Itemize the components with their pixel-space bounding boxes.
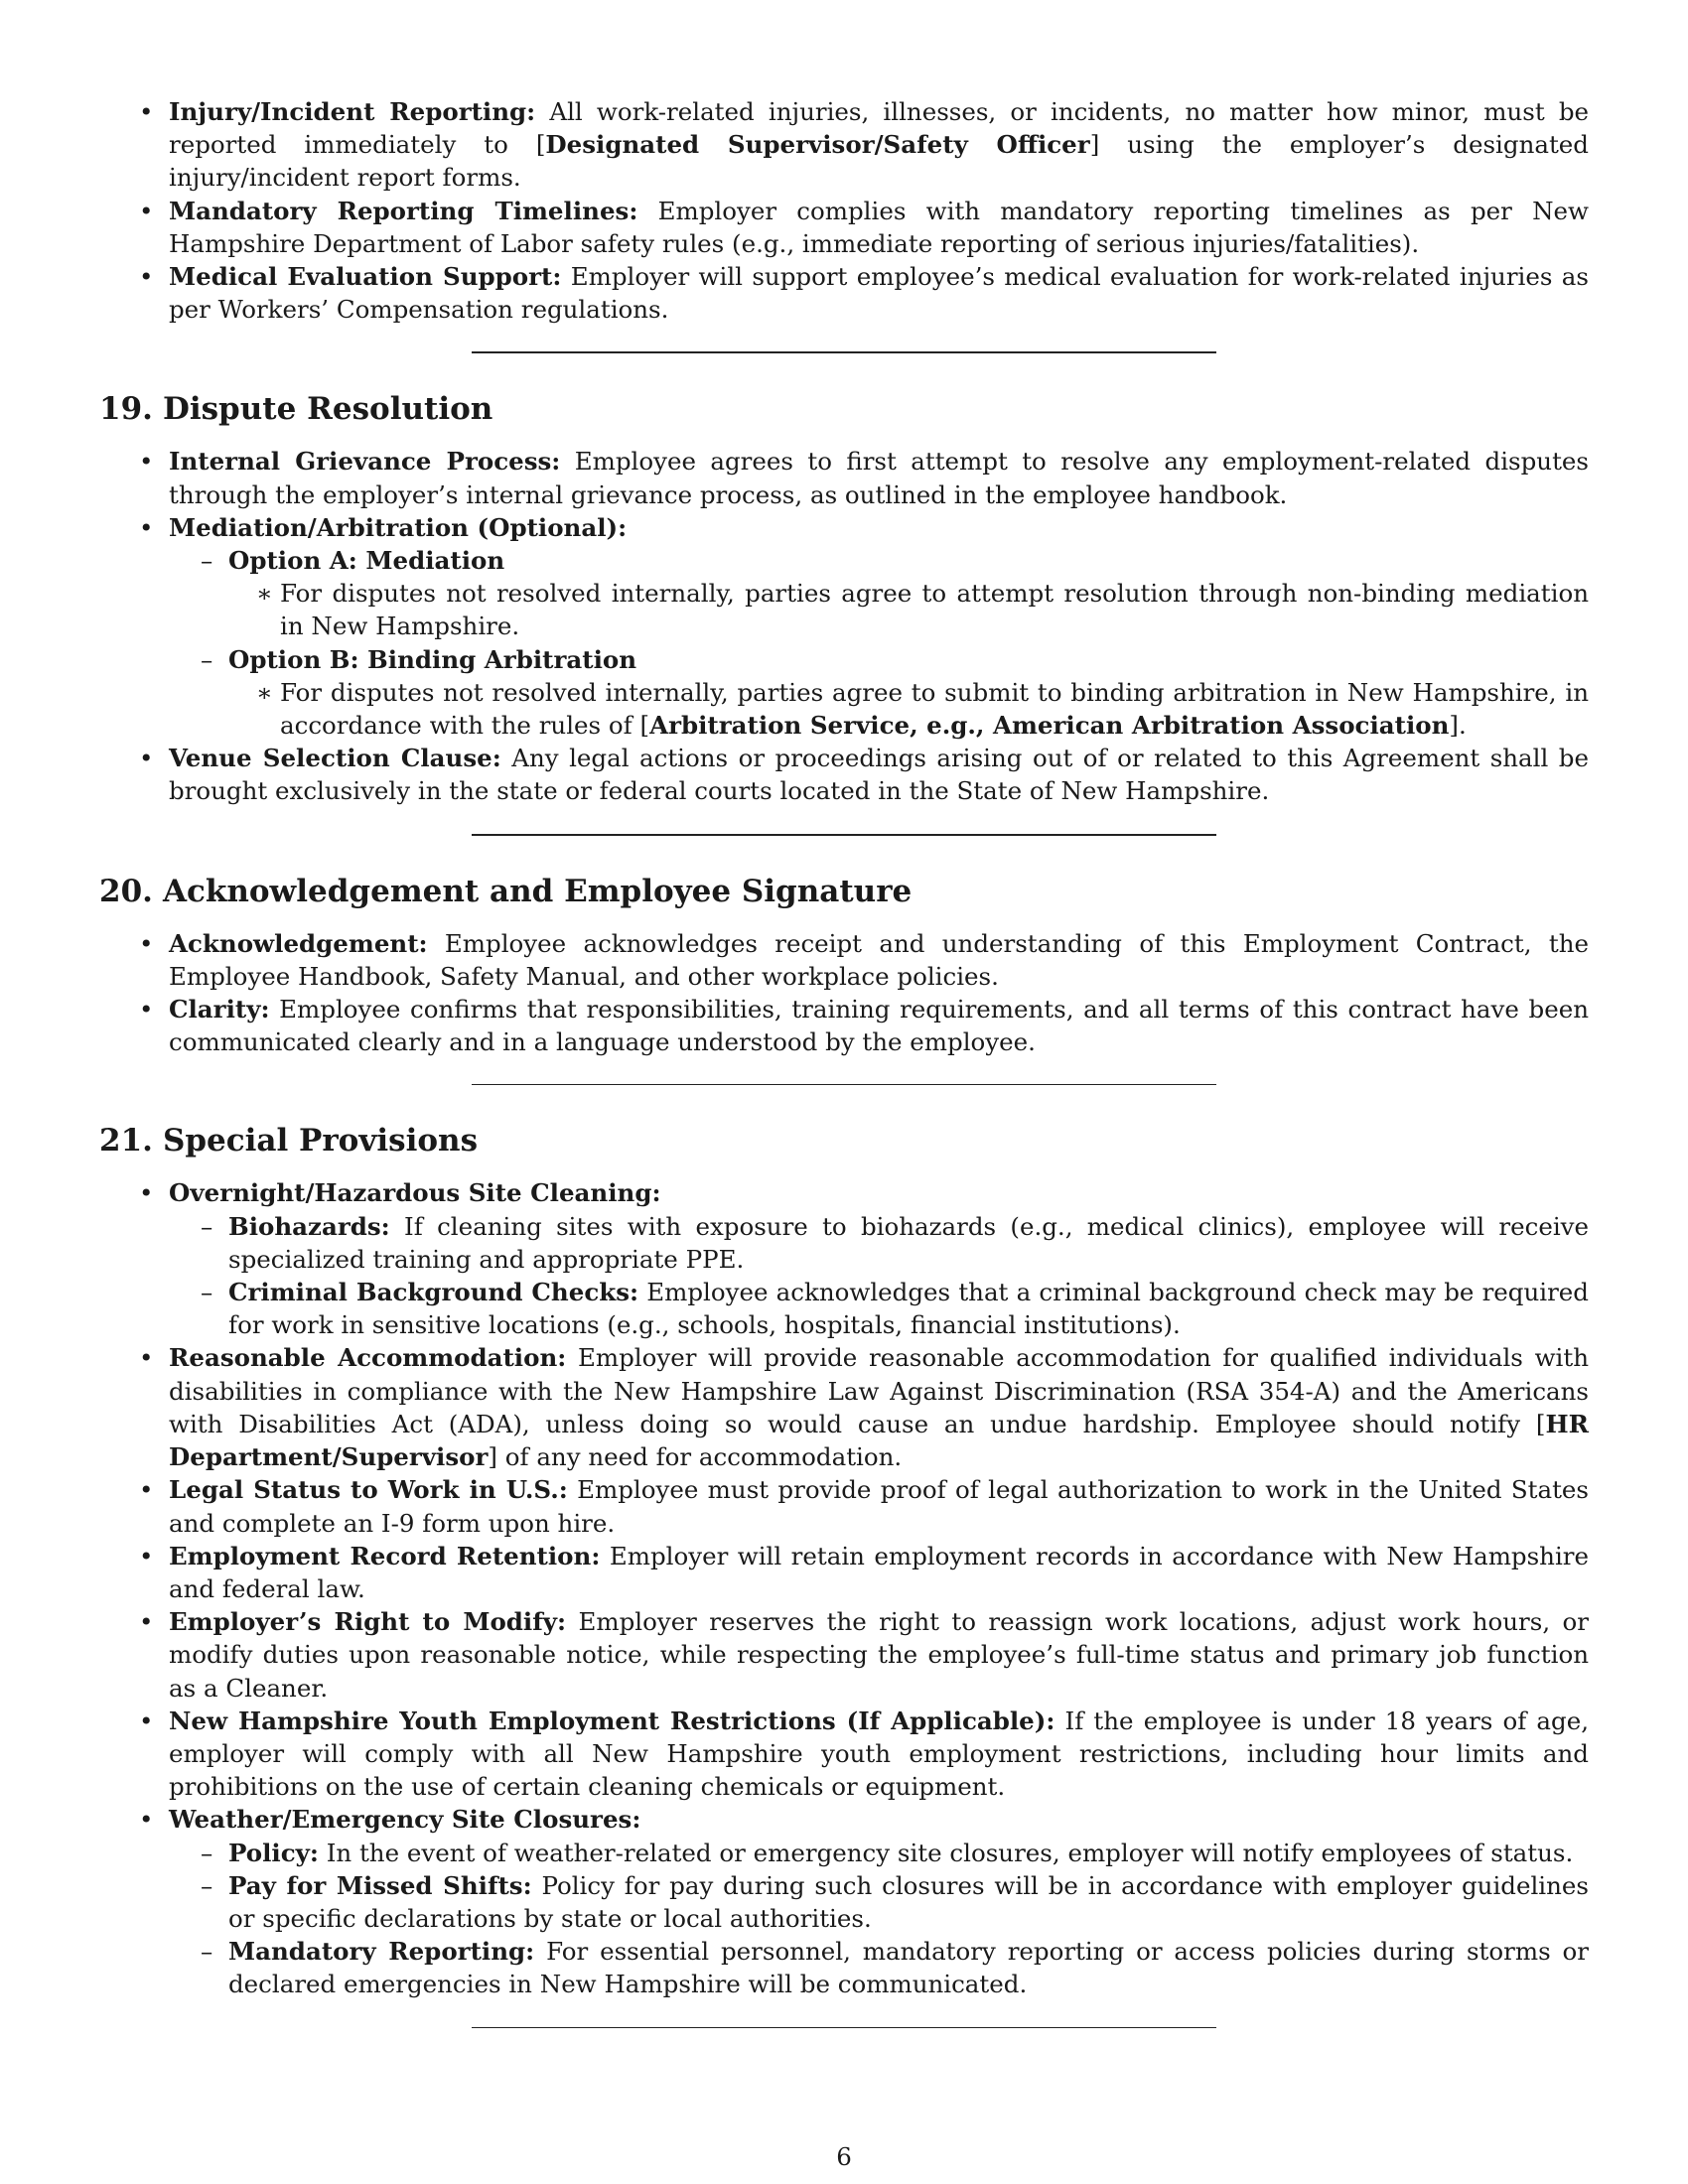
list-item-medical-evaluation: • Medical Evaluation Support: Employer will support employee’s medical evaluation for work-related injuries as per Workers’ Compensation regulations. (99, 260, 1589, 326)
list-item-grievance: • Internal Grievance Process: Employee agrees to first attempt to resolve any employment-related disputes through the employer’s internal grievance process, as outlined in the employee handbook. (99, 445, 1589, 510)
section-20-heading: 20. Acknowledgement and Employee Signature (99, 873, 913, 909)
list-item-missed-shifts-pay: – Pay for Missed Shifts: Policy for pay during such closures will be in accordance with employer guidelines or specific declarations by state or local authorities. (169, 1869, 1589, 1935)
list-item-policy: – Policy: In the event of weather-related or emergency site closures, employer will notify employees of status. (169, 1837, 1589, 1869)
section-divider (472, 2027, 1216, 2028)
section-19-list (99, 445, 1589, 807)
section-20-list (99, 927, 1589, 1059)
list-item-venue: • Venue Selection Clause: Any legal actions or proceedings arising out of or related to this Agreement shall be brought exclusively in the state or federal courts located in the State of New Hampshire. (99, 742, 1589, 807)
section-21-heading: 21. Special Provisions (99, 1123, 479, 1160)
list-item-legal-status: • Legal Status to Work in U.S.: Employee must provide proof of legal authorization to work in the United States and complete an I-9 form upon hire. (99, 1473, 1589, 1539)
option-a: – Option A: Mediation ∗ For disputes not resolved internally, parties agree to attempt resolution through non-binding mediation in New Hampshire. (169, 544, 1589, 643)
list-item-mandatory-reporting: – Mandatory Reporting: For essential personnel, mandatory reporting or access policies during storms or declared emergencies in New Hampshire will be communicated. (169, 1935, 1589, 2000)
mediation-options (169, 544, 1589, 742)
list-item-injury-reporting: • Injury/Incident Reporting: All work-related injuries, illnesses, or incidents, no matter how minor, must be reported immediately to [Designated Supervisor/Safety Officer] using the employer’s designated injury/incident report forms. (99, 95, 1589, 195)
list-item-accommodation: • Reasonable Accommodation: Employer will provide reasonable accommodation for qualified individuals with disabilities in compliance with the New Hampshire Law Against Discrimination (RSA 354-A) and the Americans with Disabilities Act (ADA), unless doing so would cause an undue hardship. Employee should notify [HR Department/Supervisor] of any need for accommodation. (99, 1341, 1589, 1473)
option-b: – Option B: Binding Arbitration ∗ For disputes not resolved internally, parties agree to submit to binding arbitration in New Hampshire, in accordance with the rules of [Arbitration Service, e.g., American Arbitration Association]. (169, 643, 1589, 743)
page-number: 6 (836, 2142, 852, 2171)
list-item-background-checks: – Criminal Background Checks: Employee acknowledges that a criminal background check may be required for work in sensitive locations (e.g., schools, hospitals, financial institutions). (169, 1276, 1589, 1341)
list-item-record-retention: • Employment Record Retention: Employer will retain employment records in accordance with New Hampshire and federal law. (99, 1540, 1589, 1605)
top-list (99, 95, 1589, 326)
list-item-mediation-arbitration: • Mediation/Arbitration (Optional): – Option A: Mediation ∗ For disputes not resolved internally, parties agree to attempt resolution through non-binding mediation in New Hampshire. – Option B: Binding Arbitration ∗ For disputes not resolved internally, parties agree to submit to binding arbitration in New Hampshire, in accordance with the rules of [Arbitration Service, e.g., American Arbitration Association]. (99, 511, 1589, 742)
list-item-weather-closures: • Weather/Emergency Site Closures: – Policy: In the event of weather-related or emergency site closures, employer will notify employees of status. – Pay for Missed Shifts: Policy for pay during such closures will be in accordance with employer guidelines or specific declarations by state or local authorities. – Mandatory Reporting: For essential personnel, mandatory reporting or access policies during storms or declared emergencies in New Hampshire will be communicated. (99, 1803, 1589, 2000)
option-b-detail: ∗ For disputes not resolved internally, parties agree to submit to binding arbitration in New Hampshire, in accordance with the rules of [Arbitration Service, e.g., American Arbitration Association]. (228, 676, 1589, 742)
list-item-overnight-hazardous: • Overnight/Hazardous Site Cleaning: – Biohazards: If cleaning sites with exposure to biohazards (e.g., medical clinics), employee will receive specialized training and appropriate PPE. – Criminal Background Checks: Employee acknowledges that a criminal background check may be required for work in sensitive locations (e.g., schools, hospitals, financial institutions). (99, 1176, 1589, 1341)
list-item-youth-employment: • New Hampshire Youth Employment Restrictions (If Applicable): If the employee is under 18 years of age, employer will comply with all New Hampshire youth employment restrictions, including hour limits and prohibitions on the use of certain cleaning chemicals or equipment. (99, 1705, 1589, 1804)
section-21-list (99, 1176, 1589, 2000)
list-item-right-to-modify: • Employer’s Right to Modify: Employer reserves the right to reassign work locations, adjust work hours, or modify duties upon reasonable notice, while respecting the employee’s full-time status and primary job function as a Cleaner. (99, 1605, 1589, 1705)
list-item-acknowledgement: • Acknowledgement: Employee acknowledges receipt and understanding of this Employment Contract, the Employee Handbook, Safety Manual, and other workplace policies. (99, 927, 1589, 993)
list-item-biohazards: – Biohazards: If cleaning sites with exposure to biohazards (e.g., medical clinics), employee will receive specialized training and appropriate PPE. (169, 1210, 1589, 1276)
list-item-clarity: • Clarity: Employee confirms that responsibilities, training requirements, and all terms of this contract have been communicated clearly and in a language understood by the employee. (99, 993, 1589, 1058)
document-page (99, 95, 1589, 2028)
list-item-reporting-timelines: • Mandatory Reporting Timelines: Employer complies with mandatory reporting timelines as per New Hampshire Department of Labor safety rules (e.g., immediate reporting of serious injuries/fatalities). (99, 195, 1589, 260)
section-19-heading: 19. Dispute Resolution (99, 391, 493, 428)
option-a-detail: ∗ For disputes not resolved internally, parties agree to attempt resolution through non-binding mediation in New Hampshire. (228, 577, 1589, 642)
